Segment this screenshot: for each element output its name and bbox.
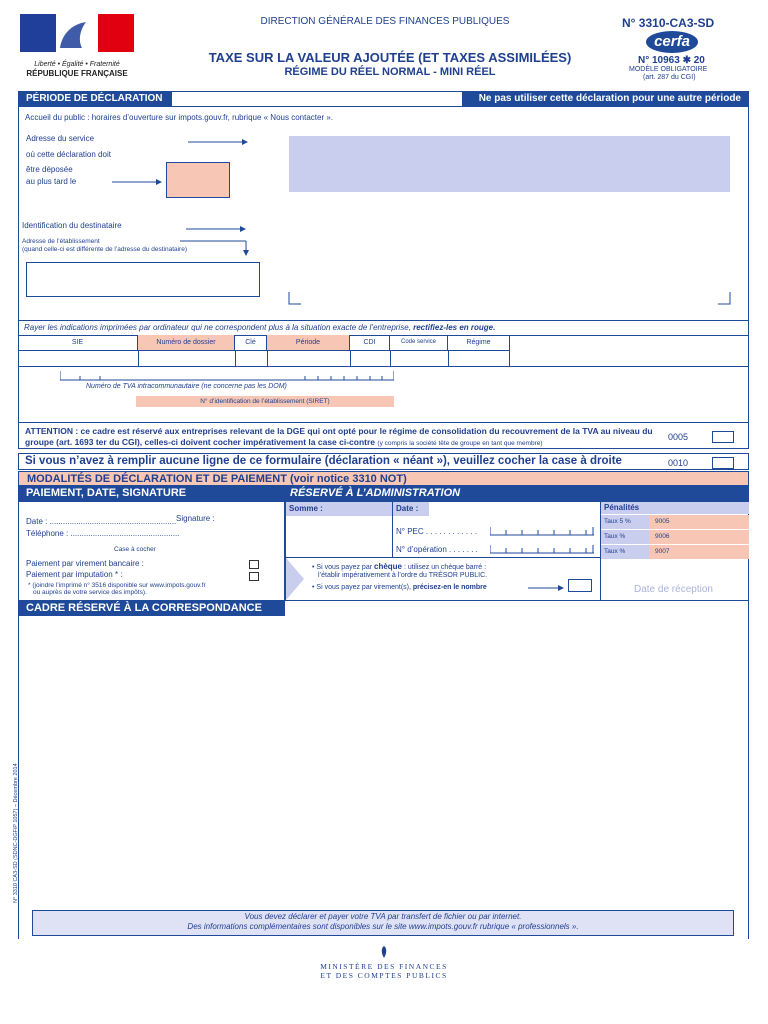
form-subtitle: RÉGIME DU RÉEL NORMAL - MINI RÉEL [284,66,496,78]
id-table-values-row[interactable] [18,351,510,366]
deadline-field[interactable] [166,162,230,198]
modele-label: MODÈLE OBLIGATOIRE [629,66,708,73]
virement-checkbox[interactable] [249,560,259,569]
marianne-motto: Liberté • Égalité • Fraternité [34,61,120,68]
somme-label: Somme : [289,504,323,513]
header-sie: SIE [18,335,138,351]
header-code-service: Code service [390,335,448,351]
case-a-cocher-label: Case à cocher [114,546,156,553]
penalites-table [601,515,749,559]
header-dossier: Numéro de dossier [138,335,235,351]
header-cdi: CDI [350,335,390,351]
correspondance-area[interactable] [18,601,749,939]
penalite-rate-label: Taux % [601,545,649,559]
triangle-pointer-icon [286,558,306,600]
destinataire-label: Identification du destinataire [22,221,122,230]
cheque-line-2: l’établir impérativement à l’ordre du TRÉSOR PUBLIC. [318,572,488,579]
periode-notice: Ne pas utiliser cette déclaration pour une autre période [462,91,749,107]
imputation-checkbox[interactable] [249,572,259,581]
form-number: N° 3310-CA3-SD [622,16,715,30]
article-label: (art. 287 du CGI) [643,74,696,81]
ministere-line-1: MINISTÈRE DES FINANCES [320,962,448,971]
ministere-line-2: ET DES COMPTES PUBLICS [320,971,448,980]
periode-field[interactable] [172,91,462,107]
imputation-note-1: * (joindre l’imprimé n° 3516 disponible sur www.impots.gouv.fr [28,582,206,589]
footer-line-1: Vous devez déclarer et payer votre TVA par transfert de fichier ou par internet. [244,912,522,921]
cerfa-number: N° 10963 ✱ 20 [638,55,705,66]
attention-text: ATTENTION : ce cadre est réservé aux entreprises relevant de la DGE qui ont opté pour le régime de consolidation du recouvrement de la TVA au niveau du groupe (art. 1693 ter du CGI), celles-ci doivent cocher impérativement la case ci-contre (y compris la société tête de groupe en tant que membre) [25,426,653,447]
imputation-note-2: ou auprès de votre service des impôts). [33,589,147,596]
penalite-rate-label: Taux % [601,530,649,544]
marianne-logo [20,14,134,84]
republique-label: RÉPUBLIQUE FRANÇAISE [26,69,128,78]
correspondance-header: CADRE RÉSERVÉ À LA CORRESPONDANCE [18,601,285,616]
virement-label: Paiement par virement bancaire : [26,559,144,568]
virement-nombre-line: • Si vous payez par virement(s), précisez-en le nombre [312,584,487,591]
arrow-right-icon [112,177,164,187]
attention-checkbox[interactable] [712,431,734,443]
header-regime: Régime [448,335,510,351]
penalite-code-field[interactable]: 9007 [649,545,749,559]
attention-code: 0005 [668,432,689,442]
neant-code: 0010 [668,458,689,468]
direction-label: DIRECTION GÉNÉRALE DES FINANCES PUBLIQUES [260,16,510,27]
virement-nombre-field[interactable] [568,579,592,592]
arrow-right-icon [188,137,250,147]
npec-field[interactable] [490,525,594,536]
form-title: TAXE SUR LA VALEUR AJOUTÉE (ET TAXES ASSIMILÉES) [208,50,572,65]
arrow-down-icon [180,238,252,258]
service-label-3: être déposée [26,165,73,174]
tva-number-field[interactable] [60,368,394,380]
admin-header: RÉSERVÉ À L’ADMINISTRATION [284,486,749,501]
etab-address-field[interactable] [26,262,260,297]
service-label-4: au plus tard le [26,177,77,186]
neant-text: Si vous n’avez à remplir aucune ligne de ce formulaire (déclaration « néant »), veuillez cocher la case à droite [25,455,622,467]
flag-icon [20,14,134,54]
id-table [18,335,510,366]
neant-checkbox[interactable] [712,457,734,469]
cerfa-logo: cerfa [646,31,698,53]
siret-field[interactable]: N° d’identification de l’établissement (SIRET) [136,396,394,407]
telephone-field[interactable]: Téléphone : ................................................. [26,529,180,538]
tva-label: Numéro de TVA intracommunautaire (ne concerne pas les DOM) [86,383,287,390]
accueil-text: Accueil du public : horaires d’ouverture sur impots.gouv.fr, rubrique « Nous contacter ». [25,113,334,122]
corner-mark-icon [718,292,732,306]
imputation-label: Paiement par imputation * : [26,570,123,579]
nop-field[interactable] [490,543,594,554]
penalites-header: Pénalités [601,502,749,514]
penalite-code-field[interactable]: 9005 [649,515,749,529]
service-label-2: où cette déclaration doit [26,150,111,159]
etab-label-2: (quand celle-ci est différente de l’adresse du destinataire) [22,246,188,253]
signature-label: Signature : [176,514,215,523]
penalite-rate-label: Taux 5 % [601,515,649,529]
arrow-right-icon [528,583,566,593]
header-periode: Période [267,335,350,351]
date-admin-label: Date : [396,504,419,513]
date-reception-label: Date de réception [634,584,713,595]
npec-label: N° PEC . . . . . . . . . . . . [396,527,477,536]
rayer-note: Rayer les indications imprimées par ordinateur qui ne correspondent plus à la situation exacte de l’entreprise, rectifiez-les en rouge. [24,323,496,332]
nop-label: N° d’opération . . . . . . . [396,545,478,554]
footer-line-2: Des informations complémentaires sont disponibles sur le site www.impots.gouv.fr rubrique « professionnels ». [187,922,579,931]
service-address-field[interactable] [289,136,730,192]
date-field[interactable]: Date : ......................................................... [26,517,177,526]
side-reference: N° 3310 CA3-SD (SDNC-DGFiP 1057) – Décembre 2014 [13,763,19,903]
modalites-header: MODALITÉS DE DÉCLARATION ET DE PAIEMENT (voir notice 3310 NOT) [18,471,749,486]
service-label-1: Adresse du service [26,134,95,143]
penalite-code-field[interactable]: 9006 [649,530,749,544]
marianne-small-icon [378,945,390,959]
corner-mark-icon [288,292,302,306]
header-cle: Clé [235,335,267,351]
etab-label-1: Adresse de l’établissement [22,238,100,245]
periode-label: PÉRIODE DE DÉCLARATION [18,91,172,107]
paiement-header: PAIEMENT, DATE, SIGNATURE [18,486,284,501]
arrow-right-icon [186,224,248,234]
cheque-line-1: • Si vous payez par chèque : utilisez un chèque barré : [312,562,487,571]
